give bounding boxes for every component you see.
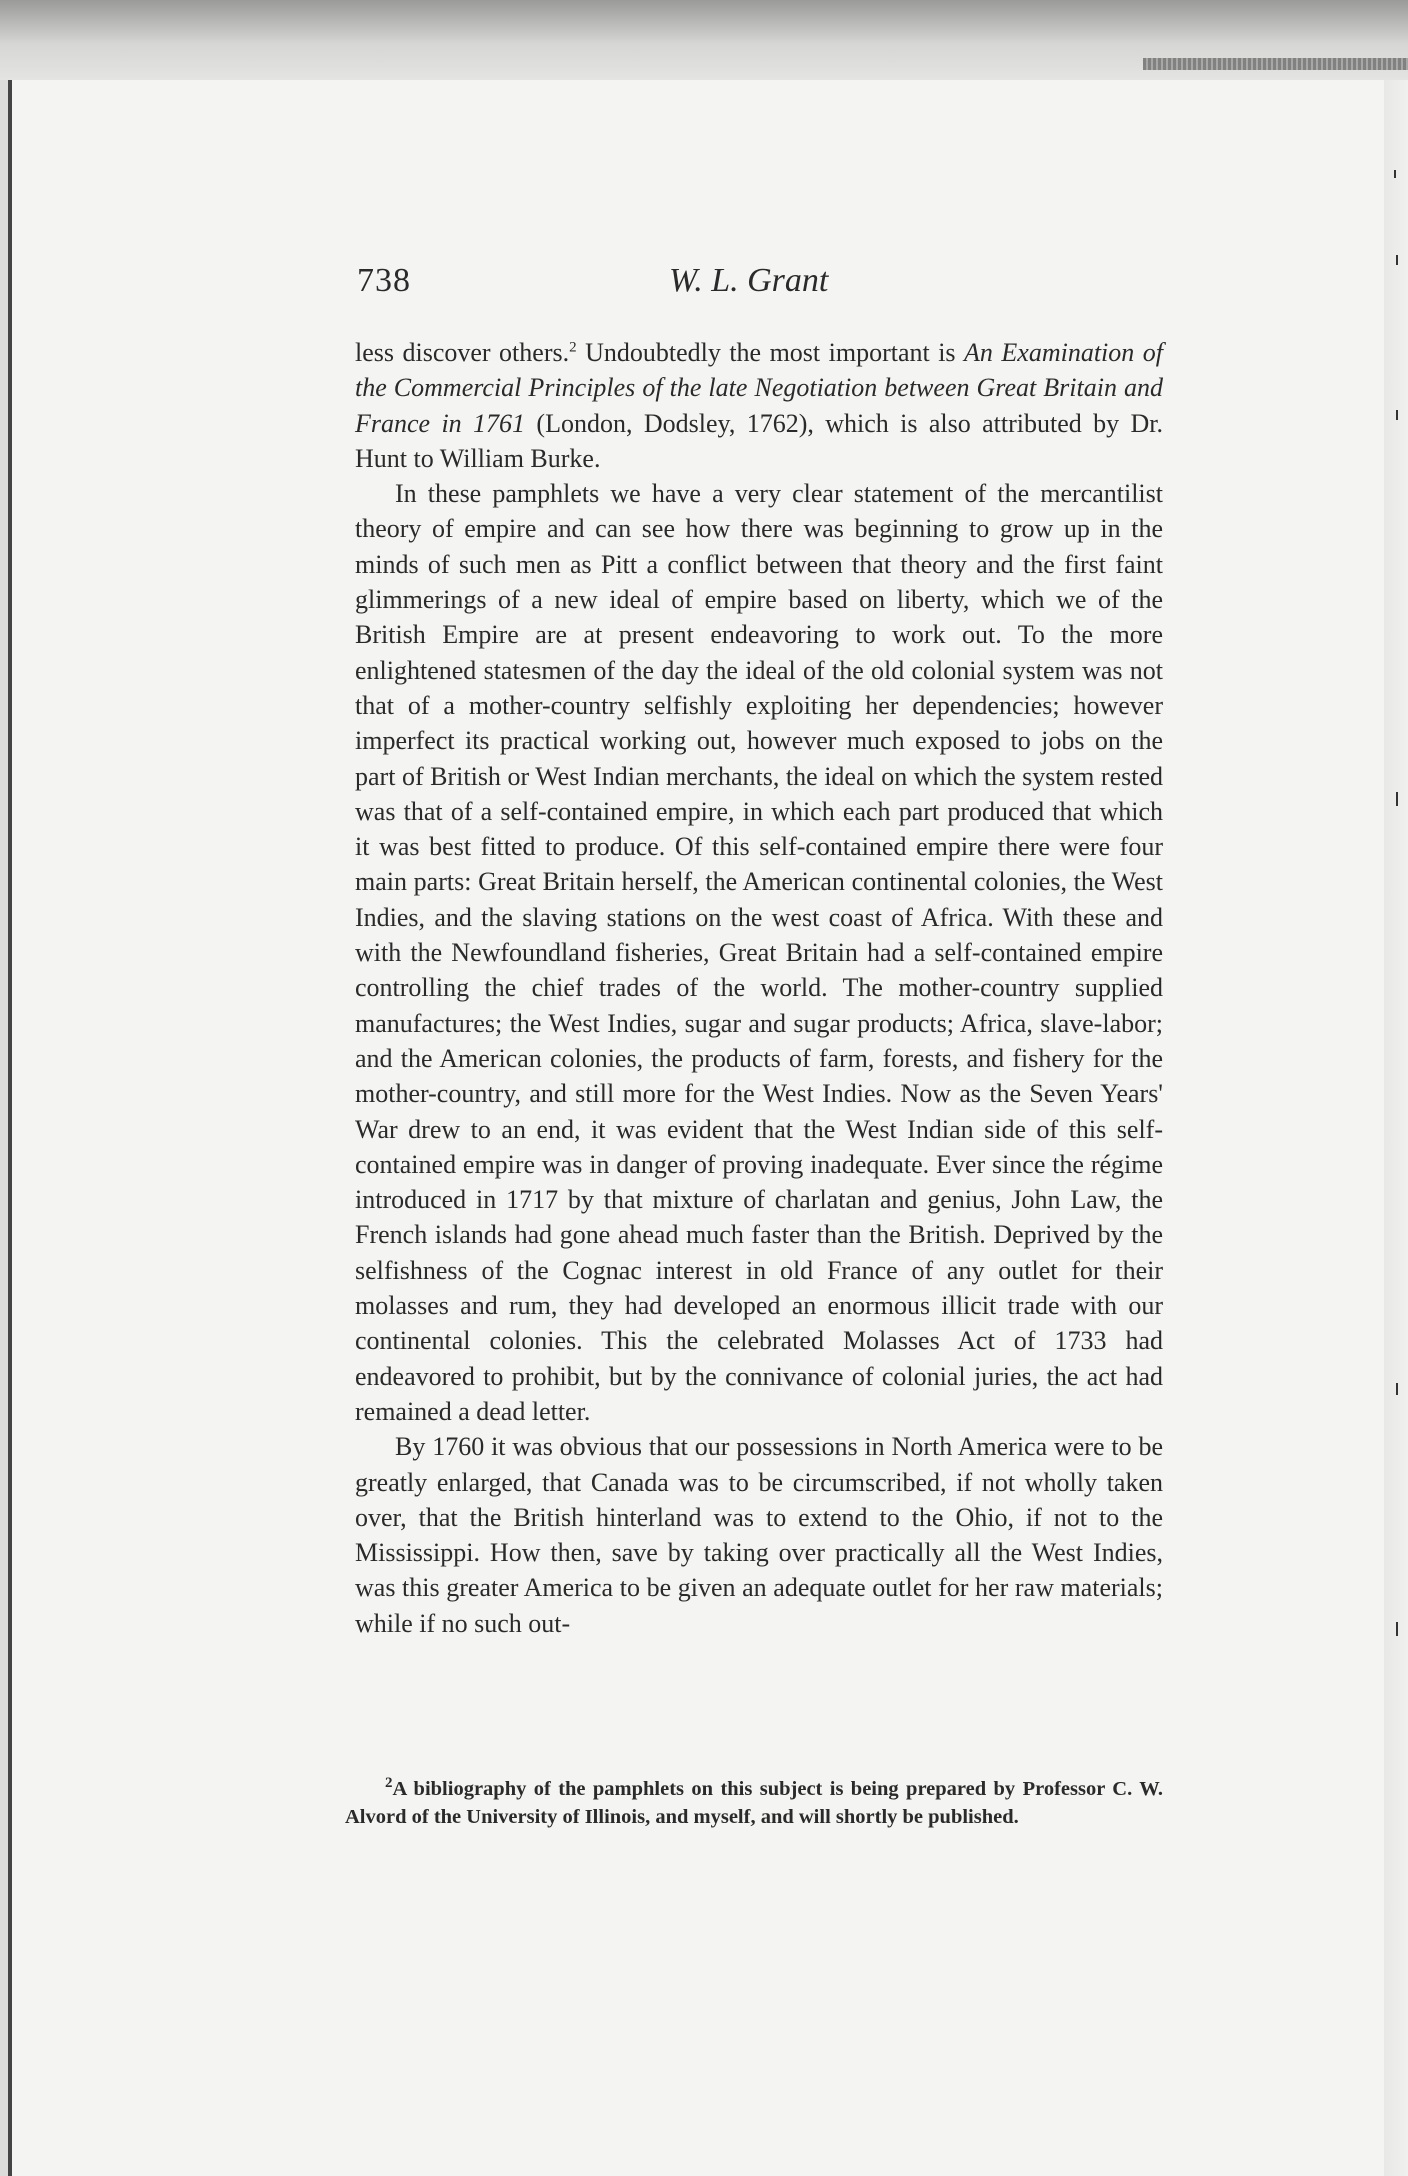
page-right-edge — [1384, 80, 1408, 2176]
paragraph-1-text-c: (London, Dodsley, 1762), which is also attributed by Dr. Hunt to William Burke. — [355, 408, 1163, 473]
page-number: 738 — [357, 262, 411, 299]
footnote-text: A bibliography of the pamphlets on this subject is being prepared by Professor C. W. Alvord of the University of Illinois, and myself, and will shortly be published. — [345, 1778, 1163, 1828]
paragraph-1 — [355, 335, 1163, 476]
footnote-ref: 2 — [569, 339, 577, 356]
footnote — [345, 1775, 1163, 1831]
paragraph-3: By 1760 it was obvious that our possessions in North America were to be greatly enlarged, that Canada was to be circumscribed, if not wholly taken over, that the British hinterland was to extend to the Ohio, if not to the Mississippi. How then, save by taking over practically all the West Indies, was this greater America to be given an adequate outlet for her raw materials; while if no such out- — [355, 1432, 1163, 1638]
scan-edge-strip — [1143, 58, 1408, 70]
paragraph-1-text-a: less discover others. — [355, 338, 570, 367]
paragraph-2: In these pamphlets we have a very clear statement of the mercantilist theory of empire and can see how there was beginning to grow up in the minds of such men as Pitt a conflict between that theory and the first faint glimmerings of a new ideal of empire based on liberty, which we of the British Empire are at present endeavoring to work out. To the more enlightened statesmen of the day the ideal of the old colonial system was not that of a mother-country selfishly exploiting her dependencies; however imperfect its practical working out, however much exposed to jobs on the part of British or West Indian merchants, the ideal on which the system rested was that of a self-contained empire, in which each part produced that which it was best fitted to produce. Of this self-contained empire there were four main parts: Great Britain herself, the American continental colonies, the West Indies, and the slaving stations on the west coast of Africa. With these and with the Newfoundland fisheries, Great Britain had a self-contained empire controlling the chief trades of the world. The mother-country supplied manufactures; the West Indies, sugar and sugar products; Africa, slave-labor; and the American colonies, the products of farm, forests, and fishery for the mother-country, and still more for the West Indies. Now as the Seven Years' War drew to an end, it was evident that the West Indian side of this self-contained empire was in danger of proving inadequate. Ever since the régime introduced in 1717 by that mixture of charlatan and genius, John Law, the French islands had gone ahead much faster than the British. Deprived by the selfishness of the Cognac interest in old France of any outlet for their molasses and rum, they had developed an enormous illicit trade with our continental colonies. This the celebrated Molasses Act of 1733 had endeavored to prohibit, but by the connivance of colonial juries, the act had remained a dead letter. — [355, 479, 1163, 1426]
body-text — [355, 335, 1163, 1641]
pamphlet-title: An Examination of the Commercial Principles of the late Negotiation between Great Britain and France in 1761 — [355, 338, 1163, 438]
page-header — [357, 262, 1157, 322]
footnote-marker: 2 — [385, 1775, 393, 1792]
paragraph-1-text-b: Undoubtedly the most important is — [576, 338, 965, 367]
running-head: W. L. Grant — [669, 262, 829, 299]
